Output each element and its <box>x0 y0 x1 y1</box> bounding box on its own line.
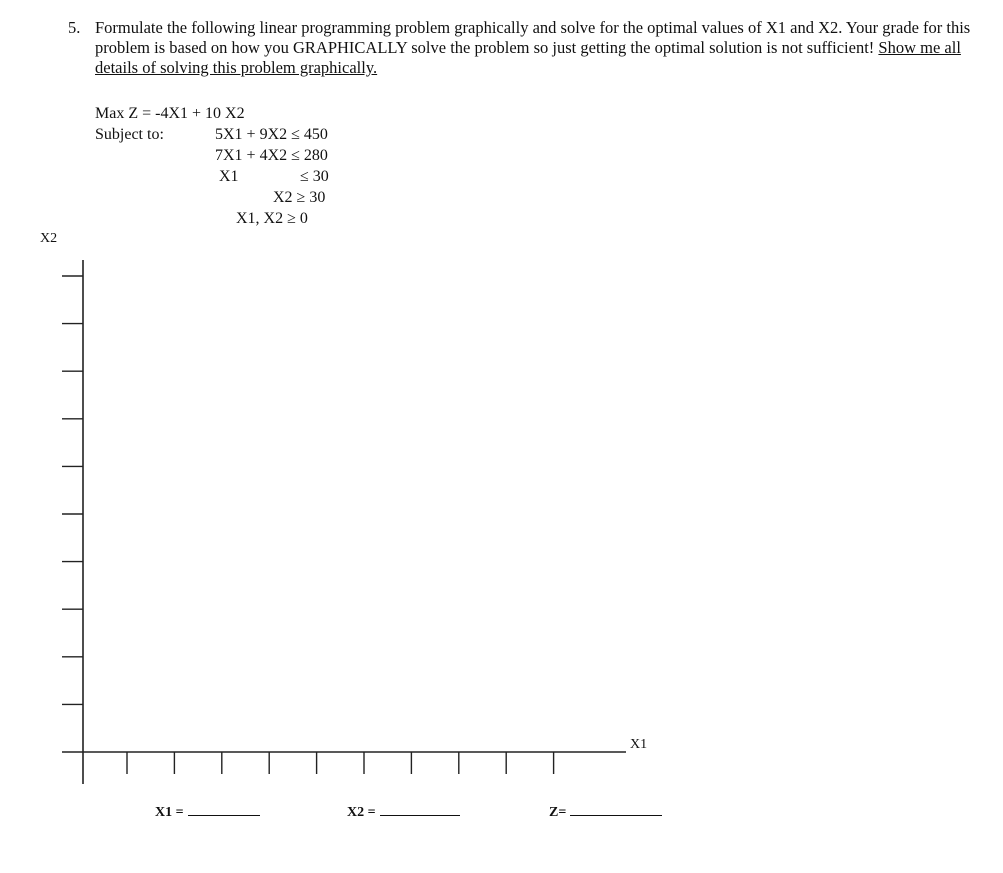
question-underlined-instruction: Show me all details of solving this problem graphically. <box>95 38 961 77</box>
z-answer <box>549 803 662 821</box>
constraint-3-variable: X1 <box>219 168 239 185</box>
y-axis-label: X2 <box>40 231 58 246</box>
z-answer-label: Z= <box>549 805 567 820</box>
x2-answer <box>347 803 460 821</box>
constraint-3-bound: ≤ 30 <box>300 168 329 185</box>
x1-answer <box>155 803 260 821</box>
x1-answer-blank[interactable] <box>188 803 260 816</box>
z-answer-blank[interactable] <box>570 803 662 816</box>
question-body: Formulate the following linear programming problem graphically and solve for the optimal values of X1 and X2. Your grade for this problem is based on how you GRAPHICALLY solve the problem so just getting the optimal solution is not sufficient! <box>95 18 971 57</box>
x2-answer-label: X2 = <box>347 805 376 820</box>
question-number: 5. <box>68 18 81 37</box>
x2-answer-blank[interactable] <box>380 803 460 816</box>
constraint-4: X2 ≥ 30 <box>273 189 326 206</box>
constraint-1: 5X1 + 9X2 ≤ 450 <box>215 126 328 143</box>
objective-function: Max Z = -4X1 + 10 X2 <box>95 105 245 122</box>
constraint-nonnegativity: X1, X2 ≥ 0 <box>236 210 308 227</box>
constraint-2: 7X1 + 4X2 ≤ 280 <box>215 147 328 164</box>
x-axis-label: X1 <box>630 737 648 752</box>
x1-answer-label: X1 = <box>155 805 184 820</box>
subject-to-label: Subject to: <box>95 126 164 143</box>
